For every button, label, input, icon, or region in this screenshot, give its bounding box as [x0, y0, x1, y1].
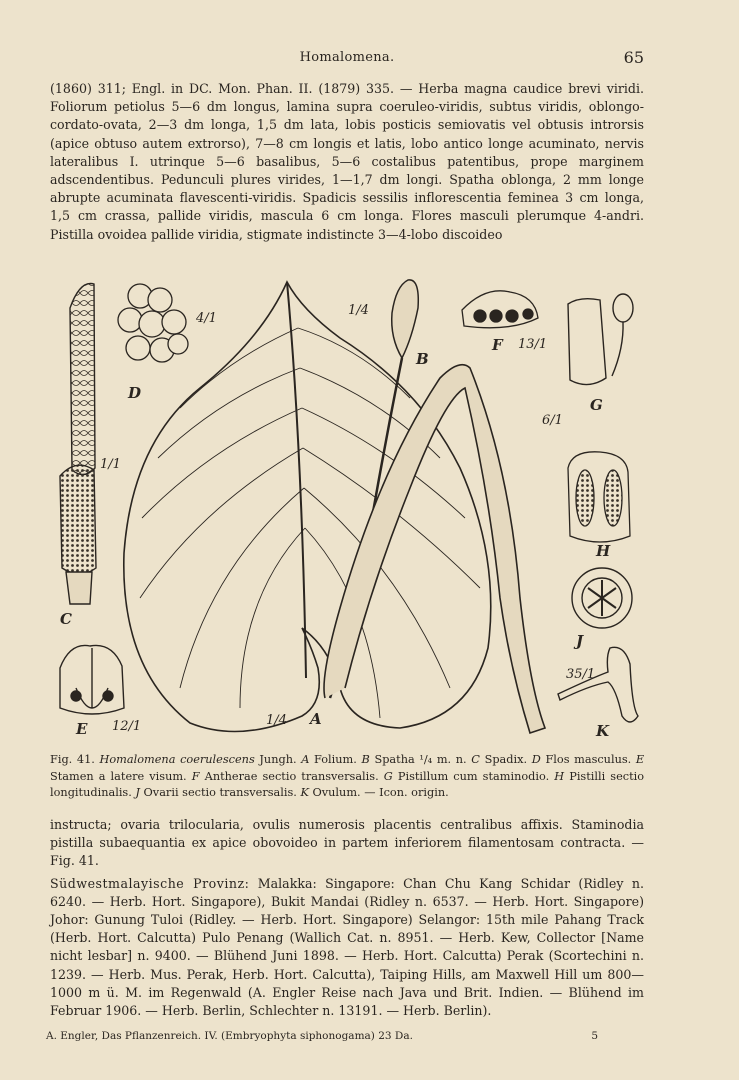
caption-part-letter: A — [301, 753, 310, 766]
description-paragraph — [50, 80, 644, 244]
ovule-drawing — [558, 647, 638, 722]
figure-caption — [50, 752, 644, 802]
distribution-region: Südwestmalayische Provinz: — [50, 875, 250, 891]
figure-label-b: B — [416, 350, 429, 368]
continuation-text: instructa; ovaria trilocularia, ovulis numerosis placentis centralibus affixis. Staminodia pistilla subaequantia ex apice obovoideo in partem inferiorem filamentosam contracta. — Fig. 41. — [50, 817, 644, 869]
caption-part-text: Ovarii sectio transversalis. — [143, 786, 297, 799]
male-flower-drawing — [118, 284, 188, 362]
page-footer — [46, 1030, 598, 1048]
caption-part-text: Stamen a latere visum. — [50, 769, 187, 783]
caption-part-letter: J — [135, 786, 140, 799]
caption-part-letter: G — [383, 769, 393, 783]
anther-section-drawing — [462, 291, 538, 328]
running-title: Homalomena. — [299, 50, 395, 65]
caption-part-letter: C — [471, 753, 480, 766]
description-text: (1860) 311; Engl. in DC. Mon. Phan. II. (1879) 335. — Herba magna caudice brevi viridi. Foliorum petiolus 5—6 dm longus, lamina supra coeruleo-viridis, subtus viridis, oblongo-cordato-ovata, 2—3 dm longa, 1,5 dm lata, lobis posticis semiovatis vel obtusis introrsis (apice obtuso autem extrorso), 7—8 cm longis et latis, lobo antico longe acuminato, nervis lateralibus I. utrinque 5—6 basalibus, 5—6 costalibus patentibus, prope marginem adscendentibus. Pedunculi plures virides, 1—1,7 dm longi. Spatha oblonga, 2 mm longe abrupte acuminata flavescenti-viridis. Spadicis sessilis inflorescentia feminea 3 cm longa, 1,5 cm crassa, pallide viridis, mascula 6 cm longa. Flores masculi plerumque 4-andri. Pistilla ovoidea pallide viridia, stigmate indistincte 3—4-lobo discoideo — [50, 81, 644, 242]
botanical-figure — [40, 268, 660, 748]
distribution-paragraph — [50, 875, 644, 1021]
running-head — [50, 48, 644, 70]
figure-label-g: G — [590, 396, 603, 414]
caption-part-letter: B — [361, 753, 370, 766]
figure-scale-k: 35/1 — [566, 667, 596, 682]
page-number: 65 — [623, 48, 644, 67]
figure-label-d: D — [128, 384, 142, 402]
pistil-section-drawing — [568, 452, 630, 542]
figure-label-k: K — [596, 722, 610, 740]
caption-part-letter: D — [531, 753, 541, 766]
figure-label-f: F — [492, 336, 503, 354]
figure-scale-e: 12/1 — [112, 719, 142, 734]
footer-citation: A. Engler, Das Pflanzenreich. IV. (Embryophyta siphonogama) 23 Da. — [46, 1030, 413, 1042]
figure-scale-c: 1/1 — [100, 457, 121, 472]
caption-part-text: Spadix. — [484, 753, 528, 766]
caption-part-text: Antherae sectio transversalis. — [204, 769, 379, 783]
figure-scale-b: 1/4 — [348, 303, 369, 318]
spadix-drawing — [60, 284, 96, 605]
caption-fig-number: Fig. 41. — [50, 753, 95, 766]
caption-species: Homalomena coerulescens — [99, 753, 255, 766]
figure-scale-h: 6/1 — [542, 413, 563, 428]
caption-part-letter: H — [554, 769, 565, 783]
figure-scale-a: 1/4 — [266, 713, 287, 728]
caption-part-letter: E — [635, 753, 645, 766]
figure-label-j: J — [576, 632, 584, 650]
caption-part-text: Ovulum. — Icon. origin. — [312, 786, 449, 799]
distribution-text: Malakka: Singapore: Chan Chu Kang Schidar (Ridley n. 6240. — Herb. Hort. Singapore), Bukit Mandai (Ridley n. 6537. — Herb. Hort. Singapore) Johor: Gunung Tuloi (Ridley. — Herb. Hort. Singapore) Selangor: 15th mile Pahang Track (Herb. Hort. Calcutta) Pulo Penang (Wallich Cat. n. 8951. — Herb. Kew, Collector [Name nicht lesbar] n. 9400. — Blühend Juni 1898. — Herb. Hort. Calcutta) Perak (Scortechini n. 1239. — Herb. Mus. Perak, Herb. Hort. Calcutta), Taiping Hills, am Maxwell Hill um 800—1000 m ü. M. im Regenwald (A. Engler Reise nach Java und Brit. Indien. — Blühend im Februar 1906. — Herb. Berlin, Schlechter n. 13191. — Herb. Berlin). — [50, 875, 644, 1019]
caption-part-text: Pistillum cum staminodio. — [397, 769, 550, 783]
figure-label-c: C — [60, 610, 72, 628]
figure-label-a: A — [310, 710, 322, 728]
figure-scale-f: 13/1 — [518, 337, 548, 352]
figure-scale-d: 4/1 — [196, 311, 217, 326]
figure-illustration — [40, 268, 660, 748]
caption-part-text: Flos masculus. — [545, 753, 632, 766]
caption-part-letter: F — [191, 769, 200, 783]
caption-part-text: Pistilli sectio longitudinalis. — [50, 769, 645, 799]
figure-label-h: H — [596, 542, 611, 560]
ovary-section-drawing — [572, 568, 632, 628]
stamen-drawing — [60, 645, 124, 714]
caption-text — [50, 752, 644, 802]
continuation-paragraphs — [50, 816, 644, 1020]
caption-part-text: Spatha ¹/₄ m. n. — [374, 753, 467, 766]
caption-author: Jungh. — [259, 753, 297, 766]
footer-signature-mark: 5 — [591, 1030, 598, 1042]
caption-part-letter: K — [300, 786, 309, 799]
figure-label-e: E — [76, 720, 88, 738]
caption-part-text: Folium. — [314, 753, 357, 766]
pistil-drawing — [568, 294, 633, 385]
